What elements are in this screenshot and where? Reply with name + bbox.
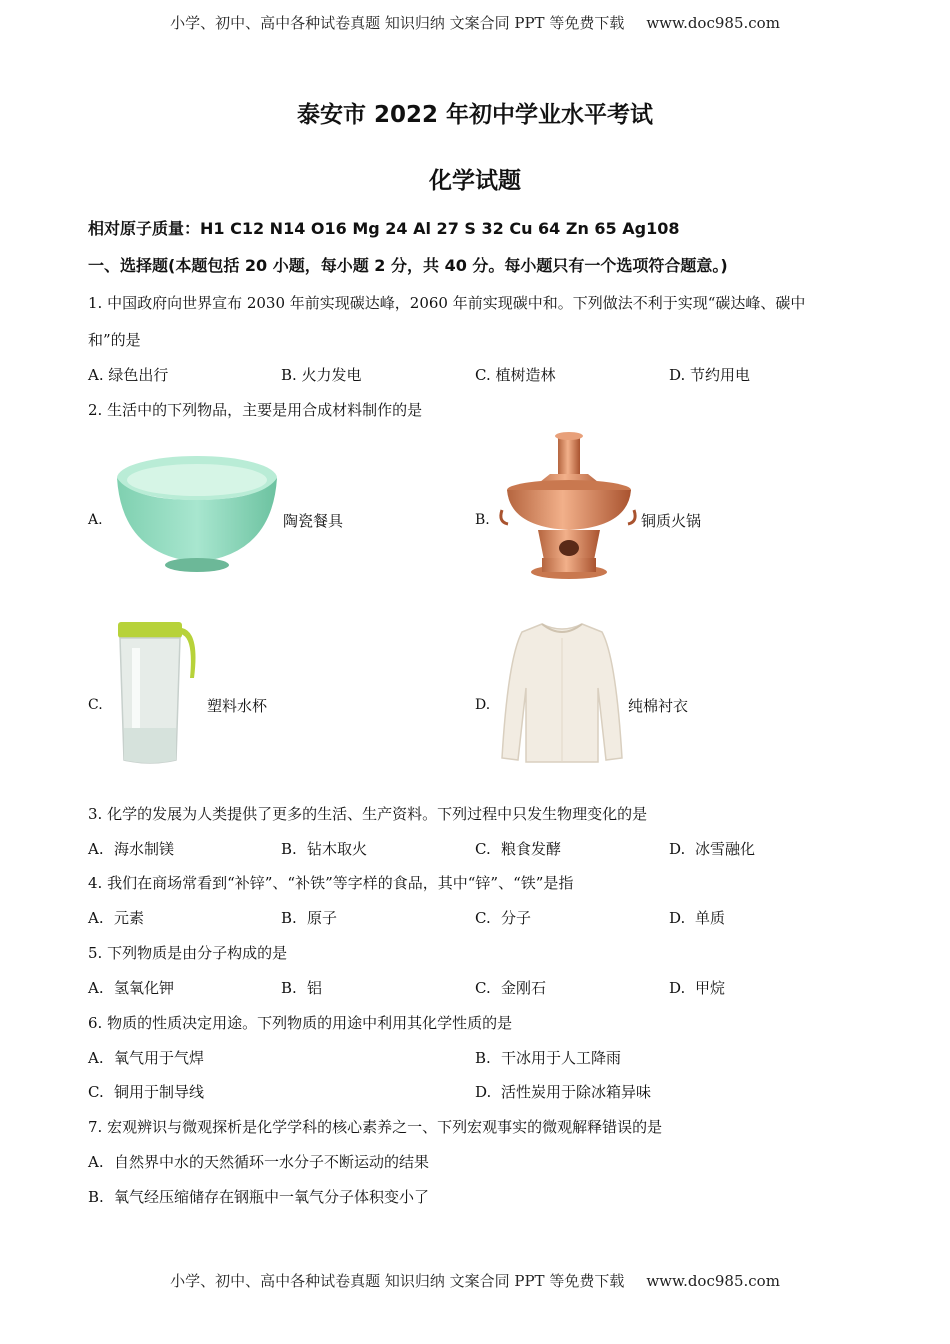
q7-option-a: A. 自然界中水的天然循环一水分子不断运动的结果: [88, 1153, 430, 1171]
q3-option-c: C. 粮食发酵: [475, 840, 562, 858]
footer-site-link[interactable]: www.doc985.com: [646, 1272, 780, 1290]
q5-stem: 5. 下列物质是由分子构成的是: [88, 944, 288, 962]
ceramic-bowl-image: [112, 450, 282, 575]
q7-option-b: B. 氧气经压缩储存在钢瓶中一氧气分子体积变小了: [88, 1188, 430, 1206]
q6-option-b: B. 干冰用于人工降雨: [475, 1049, 622, 1067]
q1-stem-line1: 1. 中国政府向世界宣布 2030 年前实现碳达峰，2060 年前实现碳中和。下列做法不利于实现“碳达峰、碳中: [88, 294, 806, 312]
q4-option-a: A. 元素: [88, 909, 145, 927]
q1-option-b: B. 火力发电: [281, 366, 362, 384]
plastic-cup-image: [112, 618, 202, 768]
q5-option-d: D. 甲烷: [669, 979, 726, 997]
q3-option-b: B. 钻木取火: [281, 840, 368, 858]
q2-option-c-key: C.: [88, 697, 103, 713]
q6-option-c: C. 铜用于制导线: [88, 1083, 205, 1101]
footer-text: 小学、初中、高中各种试卷真题 知识归纳 文案合同 PPT 等免费下载: [170, 1272, 625, 1290]
q2-option-a-label: 陶瓷餐具: [283, 512, 344, 530]
q2-option-b-key: B.: [475, 512, 490, 528]
q4-option-d: D. 单质: [669, 909, 726, 927]
q2-option-b-label: 铜质火锅: [641, 512, 702, 530]
q6-option-d: D. 活性炭用于除冰箱异味: [475, 1083, 652, 1101]
q4-stem: 4. 我们在商场常看到“补锌”、“补铁”等字样的食品，其中“锌”、“铁”是指: [88, 874, 574, 892]
q2-stem: 2. 生活中的下列物品，主要是用合成材料制作的是: [88, 401, 423, 419]
q7-stem: 7. 宏观辨识与微观探析是化学学科的核心素养之一、下列宏观事实的微观解释错误的是: [88, 1118, 663, 1136]
header-site-link[interactable]: www.doc985.com: [646, 14, 780, 32]
q1-stem-line2: 和”的是: [88, 331, 141, 349]
q4-option-b: B. 原子: [281, 909, 338, 927]
header-text: 小学、初中、高中各种试卷真题 知识归纳 文案合同 PPT 等免费下载: [170, 14, 625, 32]
page-header: [0, 12, 950, 33]
q5-option-c: C. 金刚石: [475, 979, 547, 997]
q6-option-a: A. 氧气用于气焊: [88, 1049, 205, 1067]
q2-option-d-key: D.: [475, 697, 491, 713]
q2-option-a-key: A.: [88, 512, 103, 528]
copper-hotpot-image: [498, 432, 638, 582]
section-heading: 一、选择题(本题包括 20 小题，每小题 2 分，共 40 分。每小题只有一个选项符合题意。): [88, 256, 728, 275]
exam-subtitle: 化学试题: [429, 168, 521, 194]
q2-option-d-label: 纯棉衬衣: [628, 697, 689, 715]
q6-stem: 6. 物质的性质决定用途。下列物质的用途中利用其化学性质的是: [88, 1014, 513, 1032]
q1-option-a: A. 绿色出行: [88, 366, 169, 384]
q1-option-d: D. 节约用电: [669, 366, 751, 384]
q2-option-c-label: 塑料水杯: [207, 697, 268, 715]
atomic-mass-line: 相对原子质量：H1 C12 N14 O16 Mg 24 Al 27 S 32 Cu 64 Zn 65 Ag108: [88, 219, 680, 238]
cotton-shirt-image: [498, 618, 626, 766]
q3-option-a: A. 海水制镁: [88, 840, 175, 858]
q4-option-c: C. 分子: [475, 909, 532, 927]
q1-option-c: C. 植树造林: [475, 366, 556, 384]
q5-option-b: B. 铝: [281, 979, 323, 997]
q3-option-d: D. 冰雪融化: [669, 840, 756, 858]
q3-stem: 3. 化学的发展为人类提供了更多的生活、生产资料。下列过程中只发生物理变化的是: [88, 805, 648, 823]
exam-title: 泰安市 2022 年初中学业水平考试: [296, 102, 654, 128]
page-footer: [0, 1270, 950, 1291]
q5-option-a: A. 氢氧化钾: [88, 979, 175, 997]
